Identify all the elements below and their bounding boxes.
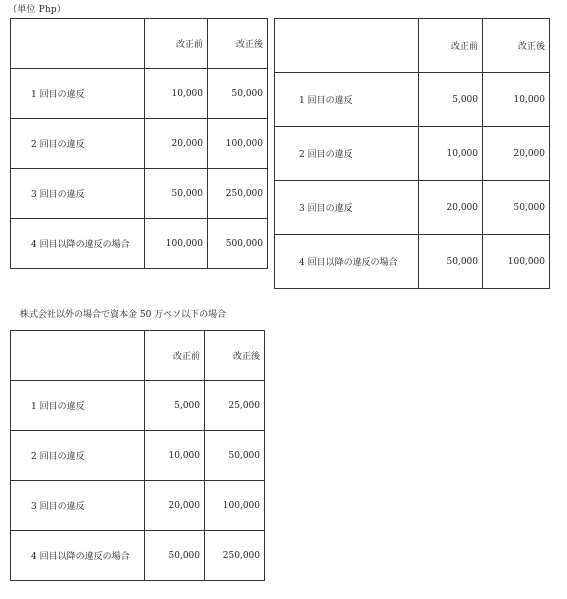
- amount-after: 500,000: [208, 219, 268, 269]
- header-cell: 改正前: [419, 19, 483, 73]
- table-row: [11, 381, 265, 431]
- table-row: [275, 181, 550, 235]
- amount-after: 20,000: [483, 127, 550, 181]
- header-cell: [11, 331, 145, 381]
- table-header-row: [275, 19, 550, 73]
- table-row: [11, 119, 268, 169]
- amount-after: 100,000: [208, 119, 268, 169]
- table-row: [275, 127, 550, 181]
- table-row: [11, 431, 265, 481]
- violation-label: 3 回目の違反: [11, 481, 145, 531]
- header-cell: 改正後: [483, 19, 550, 73]
- table-header-row: [11, 19, 268, 69]
- violation-label: 2 回目の違反: [11, 119, 145, 169]
- amount-before: 5,000: [145, 381, 205, 431]
- amount-before: 50,000: [145, 531, 205, 581]
- table-header-row: [11, 331, 265, 381]
- amount-after: 100,000: [483, 235, 550, 289]
- amount-before: 20,000: [145, 119, 208, 169]
- table-row: [11, 69, 268, 119]
- table-row: [11, 169, 268, 219]
- amount-before: 50,000: [145, 169, 208, 219]
- amount-before: 20,000: [145, 481, 205, 531]
- violation-label: 3 回目の違反: [11, 169, 145, 219]
- violation-label: 4 回目以降の違反の場合: [275, 235, 419, 289]
- amount-after: 50,000: [208, 69, 268, 119]
- amount-after: 50,000: [483, 181, 550, 235]
- header-cell: 改正後: [208, 19, 268, 69]
- fine-table-1: [10, 18, 268, 269]
- header-cell: [11, 19, 145, 69]
- table-row: [11, 531, 265, 581]
- amount-after: 100,000: [205, 481, 265, 531]
- table-row: [275, 235, 550, 289]
- violation-label: 2 回目の違反: [275, 127, 419, 181]
- violation-label: 1 回目の違反: [11, 69, 145, 119]
- header-cell: 改正前: [145, 19, 208, 69]
- amount-before: 10,000: [145, 69, 208, 119]
- amount-before: 50,000: [419, 235, 483, 289]
- table-row: [11, 219, 268, 269]
- amount-before: 10,000: [145, 431, 205, 481]
- table-row: [11, 481, 265, 531]
- violation-label: 4 回目以降の違反の場合: [11, 531, 145, 581]
- violation-label: 3 回目の違反: [275, 181, 419, 235]
- amount-after: 250,000: [208, 169, 268, 219]
- amount-before: 100,000: [145, 219, 208, 269]
- table-row: [275, 73, 550, 127]
- violation-label: 1 回目の違反: [11, 381, 145, 431]
- amount-after: 10,000: [483, 73, 550, 127]
- fine-table-2: [274, 18, 550, 289]
- unit-label: （単位 Php）: [8, 5, 67, 15]
- amount-after: 250,000: [205, 531, 265, 581]
- violation-label: 4 回目以降の違反の場合: [11, 219, 145, 269]
- amount-after: 50,000: [205, 431, 265, 481]
- table-caption: 株式会社以外の場合で資本金 50 万ペソ以下の場合: [20, 310, 227, 320]
- header-cell: [275, 19, 419, 73]
- amount-before: 5,000: [419, 73, 483, 127]
- amount-before: 20,000: [419, 181, 483, 235]
- header-cell: 改正後: [205, 331, 265, 381]
- amount-after: 25,000: [205, 381, 265, 431]
- violation-label: 2 回目の違反: [11, 431, 145, 481]
- fine-table-3: [10, 330, 265, 581]
- violation-label: 1 回目の違反: [275, 73, 419, 127]
- amount-before: 10,000: [419, 127, 483, 181]
- header-cell: 改正前: [145, 331, 205, 381]
